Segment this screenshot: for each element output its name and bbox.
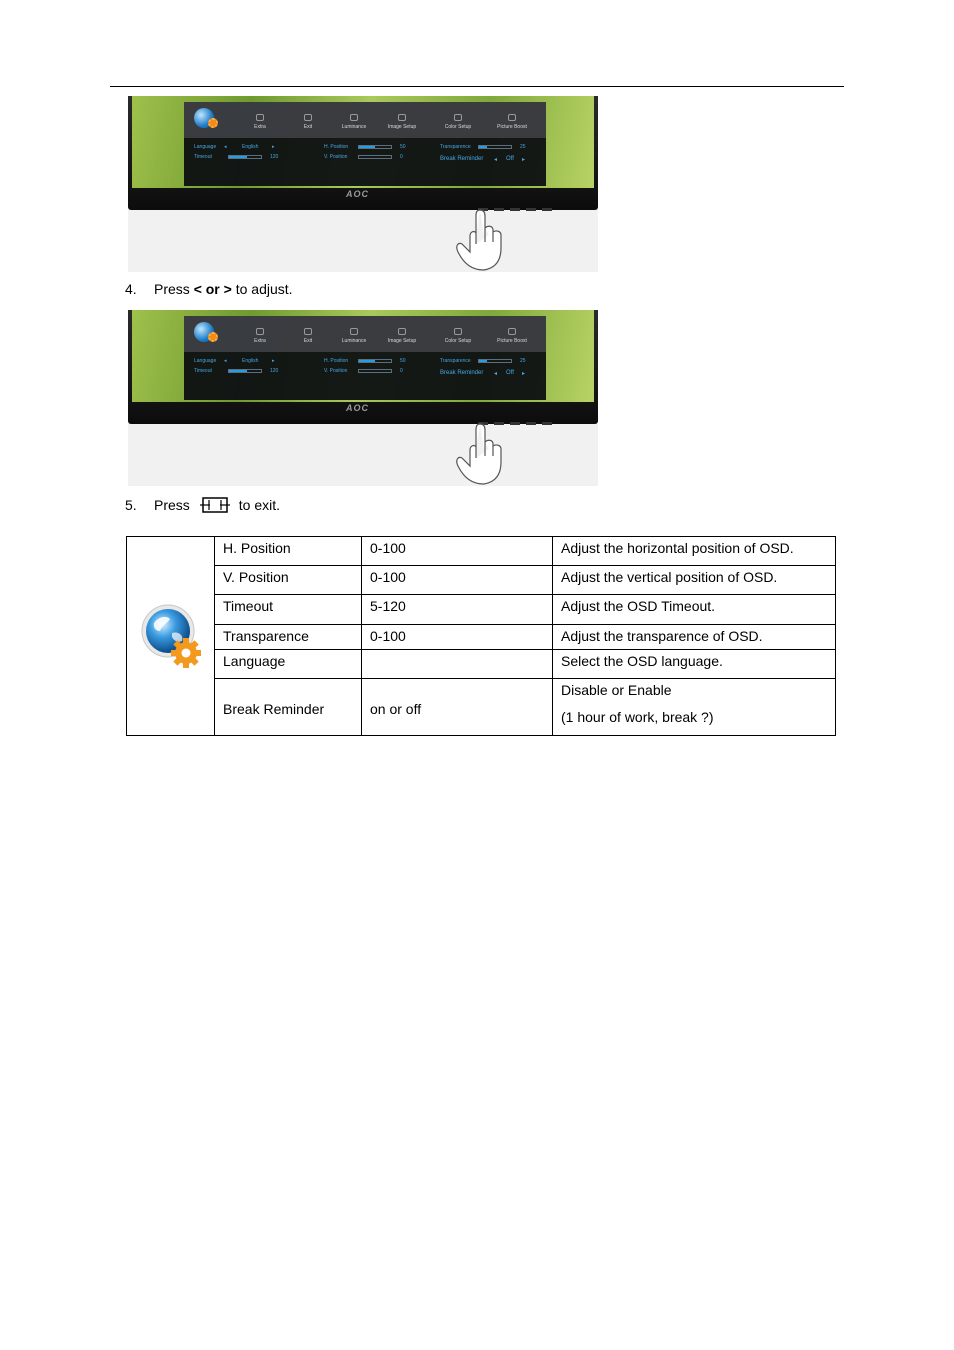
osd-hpos-bar <box>358 359 392 363</box>
osd-tab-luminance <box>336 124 372 130</box>
osd-timeout-bar <box>228 155 262 159</box>
step-text: to adjust. <box>231 281 293 297</box>
osd-tab-image-setup <box>384 338 420 344</box>
osd-tab-label: Picture Boost <box>497 124 527 130</box>
monitor-screenshot-2 <box>128 310 598 486</box>
table-cell-desc: Adjust the transparence of OSD. <box>553 625 836 650</box>
osd-tab-label: Color Setup <box>444 124 472 130</box>
osd-transparence-value: 25 <box>520 144 526 150</box>
monitor-button <box>526 208 536 211</box>
osd-right-arrow-icon: ▸ <box>522 157 526 163</box>
exit-icon <box>304 328 312 335</box>
monitor-bezel <box>128 96 598 210</box>
luminance-icon <box>350 328 358 335</box>
osd-tab-extra <box>242 124 278 130</box>
osd-tab-label: Image Setup <box>387 338 417 344</box>
header-rule <box>110 86 844 87</box>
exit-key-icon <box>200 497 230 513</box>
osd-hpos-bar <box>358 145 392 149</box>
table-row <box>127 625 836 650</box>
extra-icon <box>256 114 264 121</box>
key-adjust: < or > <box>193 281 232 297</box>
osd-tab-picture-boost <box>494 124 530 130</box>
desc-line: Disable or Enable <box>561 682 672 698</box>
desc-line: (1 hour of work, break ?) <box>561 709 714 725</box>
monitor-screen <box>132 96 594 188</box>
step-text: Press <box>154 497 190 513</box>
osd-right-arrow-icon: ▸ <box>272 144 275 150</box>
osd-language-label: Language <box>194 358 217 364</box>
osd-language-label: Language <box>194 144 217 150</box>
osd-break-label: Break Reminder <box>440 156 484 162</box>
osd-timeout-value: 120 <box>270 154 279 160</box>
osd-timeout-label: Timeout <box>194 368 212 374</box>
osd-tab-bar <box>184 102 546 138</box>
globe-gear-icon <box>140 603 202 669</box>
osd-timeout-label: Timeout <box>194 154 212 160</box>
table-cell-range <box>362 650 553 679</box>
osd-setup-gear-icon <box>208 118 218 128</box>
hand-pointer-icon <box>450 208 510 272</box>
monitor-screenshot-1 <box>128 96 598 272</box>
image-setup-icon <box>398 328 406 335</box>
step-number: 4. <box>125 281 137 297</box>
table-cell-range: 5-120 <box>362 595 553 625</box>
osd-menu <box>184 102 546 186</box>
osd-left-arrow-icon: ◂ <box>224 358 227 364</box>
osd-right-arrow-icon: ▸ <box>272 358 275 364</box>
table-cell-desc: Adjust the vertical position of OSD. <box>553 566 836 595</box>
osd-language-value: English <box>242 358 259 364</box>
osd-tab-color-setup <box>440 124 476 130</box>
step-number: 5. <box>125 497 137 513</box>
osd-tab-label: Luminance <box>341 124 367 130</box>
osd-tab-color-setup <box>440 338 476 344</box>
osd-transparence-bar <box>478 145 512 149</box>
osd-vpos-bar <box>358 155 392 159</box>
osd-menu <box>184 316 546 400</box>
osd-transparence-label: Transparence <box>440 358 471 364</box>
table-row <box>127 650 836 679</box>
table-cell-range: 0-100 <box>362 625 553 650</box>
osd-tab-extra <box>242 338 278 344</box>
monitor-logo: AOC <box>346 189 369 199</box>
monitor-button <box>542 422 552 425</box>
color-setup-icon <box>454 114 462 121</box>
osd-left-arrow-icon: ◂ <box>494 371 498 377</box>
table-cell-desc: Select the OSD language. <box>553 650 836 679</box>
step-4 <box>125 281 293 297</box>
osd-hpos-label: H. Position <box>324 358 349 364</box>
monitor-bezel <box>128 310 598 424</box>
osd-setup-gear-icon <box>208 332 218 342</box>
extra-icon <box>256 328 264 335</box>
osd-vpos-value: 0 <box>400 154 403 160</box>
color-setup-icon <box>454 328 462 335</box>
table-cell-range: 0-100 <box>362 566 553 595</box>
osd-vpos-label: V. Position <box>324 154 348 160</box>
luminance-icon <box>350 114 358 121</box>
table-cell-range: on or off <box>362 679 553 736</box>
osd-tab-bar <box>184 316 546 352</box>
osd-left-arrow-icon: ◂ <box>494 157 498 163</box>
osd-tab-label: Extra <box>254 338 266 344</box>
osd-transparence-label: Transparence <box>440 144 471 150</box>
table-row <box>127 537 836 566</box>
monitor-button <box>510 208 520 211</box>
osd-tab-label: Extra <box>254 124 266 130</box>
table-cell-item: V. Position <box>215 566 362 595</box>
monitor-button <box>542 208 552 211</box>
picture-boost-icon <box>508 114 516 121</box>
osd-hpos-value: 50 <box>400 144 406 150</box>
osd-setup-table <box>126 536 836 736</box>
monitor-button <box>510 422 520 425</box>
table-cell-item: Language <box>215 650 362 679</box>
step-text: Press <box>154 281 194 297</box>
osd-language-value: English <box>242 144 259 150</box>
osd-tab-picture-boost <box>494 338 530 344</box>
osd-timeout-bar <box>228 369 262 373</box>
osd-right-arrow-icon: ▸ <box>522 371 526 377</box>
table-icon-cell <box>127 537 215 736</box>
osd-timeout-value: 120 <box>270 368 279 374</box>
table-cell-item: Break Reminder <box>215 679 362 736</box>
table-cell-range: 0-100 <box>362 537 553 566</box>
osd-tab-exit <box>290 124 326 130</box>
osd-left-arrow-icon: ◂ <box>224 144 227 150</box>
table-cell-item: Transparence <box>215 625 362 650</box>
table-cell-desc <box>553 679 836 736</box>
osd-vpos-bar <box>358 369 392 373</box>
monitor-button <box>526 422 536 425</box>
osd-tab-image-setup <box>384 124 420 130</box>
osd-tab-luminance <box>336 338 372 344</box>
osd-break-value: Off <box>506 156 514 162</box>
monitor-logo: AOC <box>346 403 369 413</box>
picture-boost-icon <box>508 328 516 335</box>
osd-tab-exit <box>290 338 326 344</box>
osd-hpos-label: H. Position <box>324 144 349 150</box>
osd-transparence-bar <box>478 359 512 363</box>
image-setup-icon <box>398 114 406 121</box>
table-cell-item: Timeout <box>215 595 362 625</box>
osd-hpos-value: 50 <box>400 358 406 364</box>
osd-vpos-value: 0 <box>400 368 403 374</box>
table-cell-desc: Adjust the horizontal position of OSD. <box>553 537 836 566</box>
hand-pointer-icon <box>450 422 510 486</box>
table-row <box>127 679 836 736</box>
osd-tab-label: Exit <box>303 338 313 344</box>
osd-vpos-label: V. Position <box>324 368 348 374</box>
osd-tab-label: Color Setup <box>444 338 472 344</box>
table-row <box>127 595 836 625</box>
osd-tab-label: Luminance <box>341 338 367 344</box>
osd-break-label: Break Reminder <box>440 370 484 376</box>
osd-tab-label: Picture Boost <box>497 338 527 344</box>
table-cell-item: H. Position <box>215 537 362 566</box>
step-text: to exit. <box>238 497 281 513</box>
osd-tab-label: Exit <box>303 124 313 130</box>
step-5 <box>125 497 280 513</box>
osd-break-value: Off <box>506 370 514 376</box>
exit-icon <box>304 114 312 121</box>
table-row <box>127 566 836 595</box>
monitor-screen <box>132 310 594 402</box>
osd-tab-label: Image Setup <box>387 124 417 130</box>
table-cell-desc: Adjust the OSD Timeout. <box>553 595 836 625</box>
osd-transparence-value: 25 <box>520 358 526 364</box>
